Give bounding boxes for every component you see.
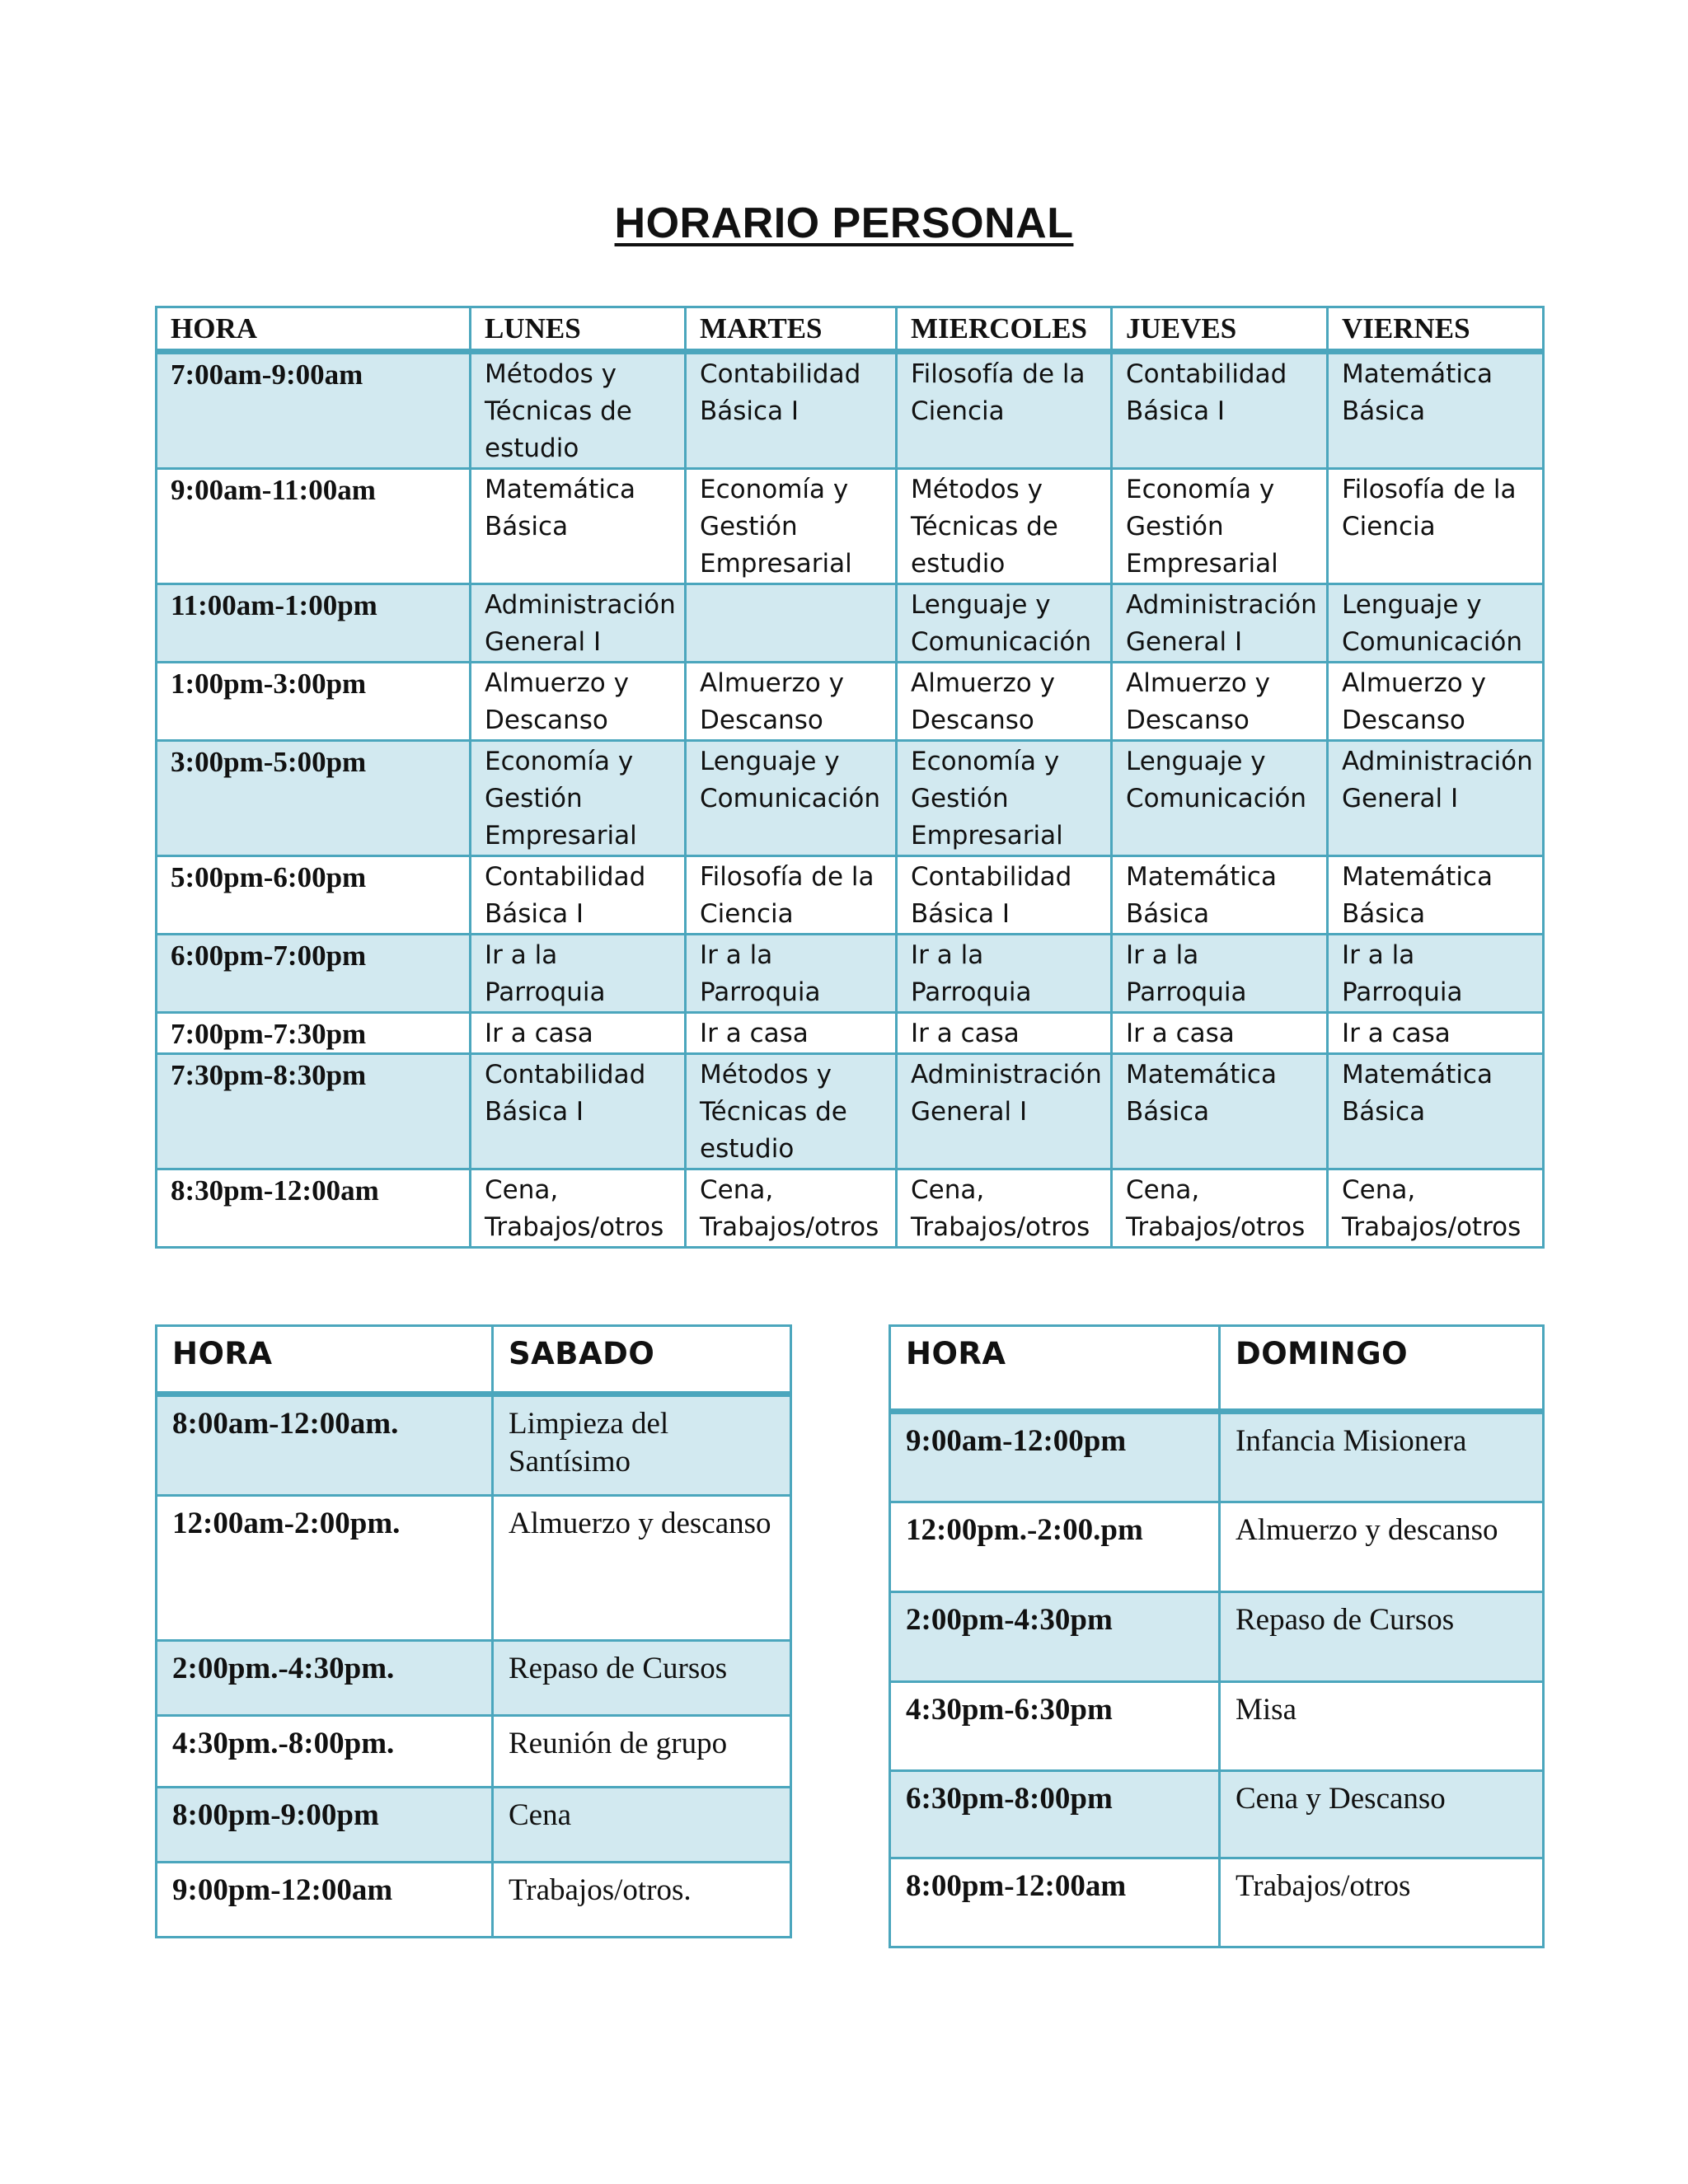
time-cell: 8:30pm-12:00am bbox=[157, 1169, 471, 1248]
time-cell: 4:30pm.-8:00pm. bbox=[157, 1716, 493, 1788]
activity-cell: Economía y Gestión Empresarial bbox=[1112, 469, 1328, 584]
saturday-schedule-table bbox=[155, 1324, 792, 1938]
activity-cell: Matemática Básica bbox=[1328, 352, 1544, 469]
activity-cell: Administración General I bbox=[1112, 584, 1328, 663]
activity-cell: Lenguaje y Comunicación bbox=[686, 741, 897, 856]
time-cell: 4:30pm-6:30pm bbox=[890, 1682, 1220, 1771]
time-cell: 8:00am-12:00am. bbox=[157, 1394, 493, 1496]
activity-cell: Cena, Trabajos/otros bbox=[1328, 1169, 1544, 1248]
table-row bbox=[157, 1641, 791, 1716]
table-row bbox=[157, 856, 1544, 935]
time-cell: 7:00am-9:00am bbox=[157, 352, 471, 469]
activity-cell: Contabilidad Básica I bbox=[471, 1054, 686, 1169]
table-row bbox=[890, 1858, 1544, 1947]
activity-cell: Cena, Trabajos/otros bbox=[1112, 1169, 1328, 1248]
saturday-header-row bbox=[157, 1326, 791, 1394]
activity-cell: Almuerzo y descanso bbox=[493, 1496, 791, 1641]
time-cell: 12:00am-2:00pm. bbox=[157, 1496, 493, 1641]
activity-cell: Repaso de Cursos bbox=[1220, 1592, 1544, 1682]
activity-cell: Ir a la Parroquia bbox=[897, 935, 1112, 1013]
table-row bbox=[157, 741, 1544, 856]
time-cell: 9:00am-11:00am bbox=[157, 469, 471, 584]
activity-cell: Cena, Trabajos/otros bbox=[686, 1169, 897, 1248]
table-row bbox=[890, 1771, 1544, 1858]
activity-cell: Ir a la Parroquia bbox=[1112, 935, 1328, 1013]
time-cell: 8:00pm-12:00am bbox=[890, 1858, 1220, 1947]
time-cell: 2:00pm-4:30pm bbox=[890, 1592, 1220, 1682]
activity-cell: Trabajos/otros. bbox=[493, 1863, 791, 1938]
activity-cell: Misa bbox=[1220, 1682, 1544, 1771]
activity-cell: Métodos y Técnicas de estudio bbox=[471, 352, 686, 469]
activity-cell: Almuerzo y descanso bbox=[1220, 1502, 1544, 1592]
activity-cell: Métodos y Técnicas de estudio bbox=[897, 469, 1112, 584]
sunday-header-row bbox=[890, 1326, 1544, 1412]
time-cell: 7:00pm-7:30pm bbox=[157, 1013, 471, 1054]
header-domingo: DOMINGO bbox=[1220, 1326, 1544, 1412]
activity-cell: Almuerzo y Descanso bbox=[1328, 663, 1544, 741]
time-cell: 2:00pm.-4:30pm. bbox=[157, 1641, 493, 1716]
activity-cell: Lenguaje y Comunicación bbox=[897, 584, 1112, 663]
activity-cell: Ir a casa bbox=[686, 1013, 897, 1054]
activity-cell: Ir a casa bbox=[471, 1013, 686, 1054]
table-row bbox=[890, 1682, 1544, 1771]
table-row bbox=[157, 584, 1544, 663]
activity-cell: Economía y Gestión Empresarial bbox=[471, 741, 686, 856]
time-cell: 6:30pm-8:00pm bbox=[890, 1771, 1220, 1858]
time-cell: 11:00am-1:00pm bbox=[157, 584, 471, 663]
time-cell: 5:00pm-6:00pm bbox=[157, 856, 471, 935]
activity-cell: Filosofía de la Ciencia bbox=[897, 352, 1112, 469]
table-row bbox=[157, 1788, 791, 1863]
activity-cell: Matemática Básica bbox=[1328, 856, 1544, 935]
activity-cell: Lenguaje y Comunicación bbox=[1112, 741, 1328, 856]
header-martes: MARTES bbox=[686, 307, 897, 352]
activity-cell: Lenguaje y Comunicación bbox=[1328, 584, 1544, 663]
sunday-schedule-table bbox=[889, 1324, 1545, 1948]
table-row bbox=[157, 1496, 791, 1641]
activity-cell: Infancia Misionera bbox=[1220, 1412, 1544, 1502]
time-cell: 1:00pm-3:00pm bbox=[157, 663, 471, 741]
header-viernes: VIERNES bbox=[1328, 307, 1544, 352]
table-row bbox=[157, 1054, 1544, 1169]
time-cell: 12:00pm.-2:00.pm bbox=[890, 1502, 1220, 1592]
header-lunes: LUNES bbox=[471, 307, 686, 352]
activity-cell: Economía y Gestión Empresarial bbox=[897, 741, 1112, 856]
time-cell: 8:00pm-9:00pm bbox=[157, 1788, 493, 1863]
table-row bbox=[157, 1169, 1544, 1248]
activity-cell: Administración General I bbox=[1328, 741, 1544, 856]
table-row bbox=[890, 1502, 1544, 1592]
activity-cell: Administración General I bbox=[897, 1054, 1112, 1169]
activity-cell: Administración General I bbox=[471, 584, 686, 663]
activity-cell: Métodos y Técnicas de estudio bbox=[686, 1054, 897, 1169]
activity-cell: Filosofía de la Ciencia bbox=[1328, 469, 1544, 584]
activity-cell: Ir a casa bbox=[1328, 1013, 1544, 1054]
activity-cell: Ir a la Parroquia bbox=[686, 935, 897, 1013]
time-cell: 7:30pm-8:30pm bbox=[157, 1054, 471, 1169]
activity-cell: Economía y Gestión Empresarial bbox=[686, 469, 897, 584]
activity-cell: Contabilidad Básica I bbox=[897, 856, 1112, 935]
activity-cell: Limpieza del Santísimo bbox=[493, 1394, 791, 1496]
table-row bbox=[157, 1863, 791, 1938]
activity-cell: Cena bbox=[493, 1788, 791, 1863]
activity-cell: Trabajos/otros bbox=[1220, 1858, 1544, 1947]
table-row bbox=[157, 352, 1544, 469]
weekly-schedule-table bbox=[155, 306, 1545, 1249]
table-row bbox=[157, 1716, 791, 1788]
time-cell: 9:00am-12:00pm bbox=[890, 1412, 1220, 1502]
table-row bbox=[157, 663, 1544, 741]
time-cell: 3:00pm-5:00pm bbox=[157, 741, 471, 856]
activity-cell: Contabilidad Básica I bbox=[471, 856, 686, 935]
activity-cell: Repaso de Cursos bbox=[493, 1641, 791, 1716]
activity-cell: Almuerzo y Descanso bbox=[471, 663, 686, 741]
activity-cell: Ir a casa bbox=[897, 1013, 1112, 1054]
activity-cell: Almuerzo y Descanso bbox=[897, 663, 1112, 741]
activity-cell: Contabilidad Básica I bbox=[686, 352, 897, 469]
weekly-header-row bbox=[157, 307, 1544, 352]
page-title: HORARIO PERSONAL bbox=[614, 199, 1074, 247]
table-row bbox=[157, 935, 1544, 1013]
header-hora: HORA bbox=[157, 307, 471, 352]
activity-cell: Cena, Trabajos/otros bbox=[471, 1169, 686, 1248]
header-hora: HORA bbox=[890, 1326, 1220, 1412]
activity-cell: Almuerzo y Descanso bbox=[1112, 663, 1328, 741]
activity-cell: Ir a casa bbox=[1112, 1013, 1328, 1054]
activity-cell: Cena y Descanso bbox=[1220, 1771, 1544, 1858]
header-jueves: JUEVES bbox=[1112, 307, 1328, 352]
table-row bbox=[890, 1412, 1544, 1502]
activity-cell: Reunión de grupo bbox=[493, 1716, 791, 1788]
activity-cell: Filosofía de la Ciencia bbox=[686, 856, 897, 935]
activity-cell: Contabilidad Básica I bbox=[1112, 352, 1328, 469]
activity-cell: Ir a la Parroquia bbox=[1328, 935, 1544, 1013]
activity-cell: Matemática Básica bbox=[1112, 856, 1328, 935]
table-row bbox=[890, 1592, 1544, 1682]
header-hora: HORA bbox=[157, 1326, 493, 1394]
activity-cell: Cena, Trabajos/otros bbox=[897, 1169, 1112, 1248]
activity-cell: Almuerzo y Descanso bbox=[686, 663, 897, 741]
activity-cell bbox=[686, 584, 897, 663]
time-cell: 9:00pm-12:00am bbox=[157, 1863, 493, 1938]
activity-cell: Ir a la Parroquia bbox=[471, 935, 686, 1013]
table-row bbox=[157, 1013, 1544, 1054]
header-sabado: SABADO bbox=[493, 1326, 791, 1394]
table-row bbox=[157, 1394, 791, 1496]
time-cell: 6:00pm-7:00pm bbox=[157, 935, 471, 1013]
table-row bbox=[157, 469, 1544, 584]
activity-cell: Matemática Básica bbox=[1328, 1054, 1544, 1169]
activity-cell: Matemática Básica bbox=[1112, 1054, 1328, 1169]
header-miercoles: MIERCOLES bbox=[897, 307, 1112, 352]
activity-cell: Matemática Básica bbox=[471, 469, 686, 584]
